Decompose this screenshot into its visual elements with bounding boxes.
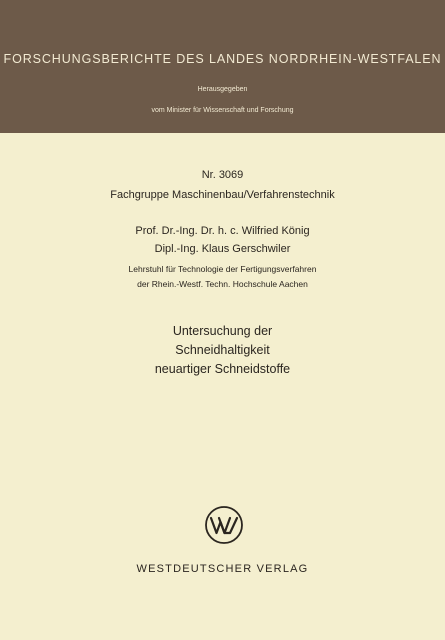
report-number: Nr. 3069 — [201, 169, 244, 181]
series-header-band — [0, 0, 445, 133]
book-title-line-3: neuartiger Schneidstoffe — [154, 362, 291, 376]
subject-group: Fachgruppe Maschinenbau/Verfahrenstechnik — [110, 189, 335, 201]
publisher-name: WESTDEUTSCHER VERLAG — [136, 563, 309, 575]
institution-line-2: der Rhein.-Westf. Techn. Hochschule Aachen — [137, 279, 308, 289]
author-1: Prof. Dr.-Ing. Dr. h. c. Wilfried König — [135, 225, 310, 237]
publisher-wv-logo-icon — [204, 505, 244, 545]
institution-line-1: Lehrstuhl für Technologie der Fertigungsverfahren — [128, 264, 317, 274]
series-title: FORSCHUNGSBERICHTE DES LANDES NORDRHEIN-WESTFALEN — [3, 52, 442, 66]
editor-label: Herausgegeben — [197, 86, 248, 93]
book-title-line-1: Untersuchung der — [172, 324, 273, 338]
book-title-line-2: Schneidhaltigkeit — [175, 343, 270, 357]
author-2: Dipl.-Ing. Klaus Gerschwiler — [154, 243, 291, 255]
editor-name: vom Minister für Wissenschaft und Forschung — [151, 107, 294, 114]
